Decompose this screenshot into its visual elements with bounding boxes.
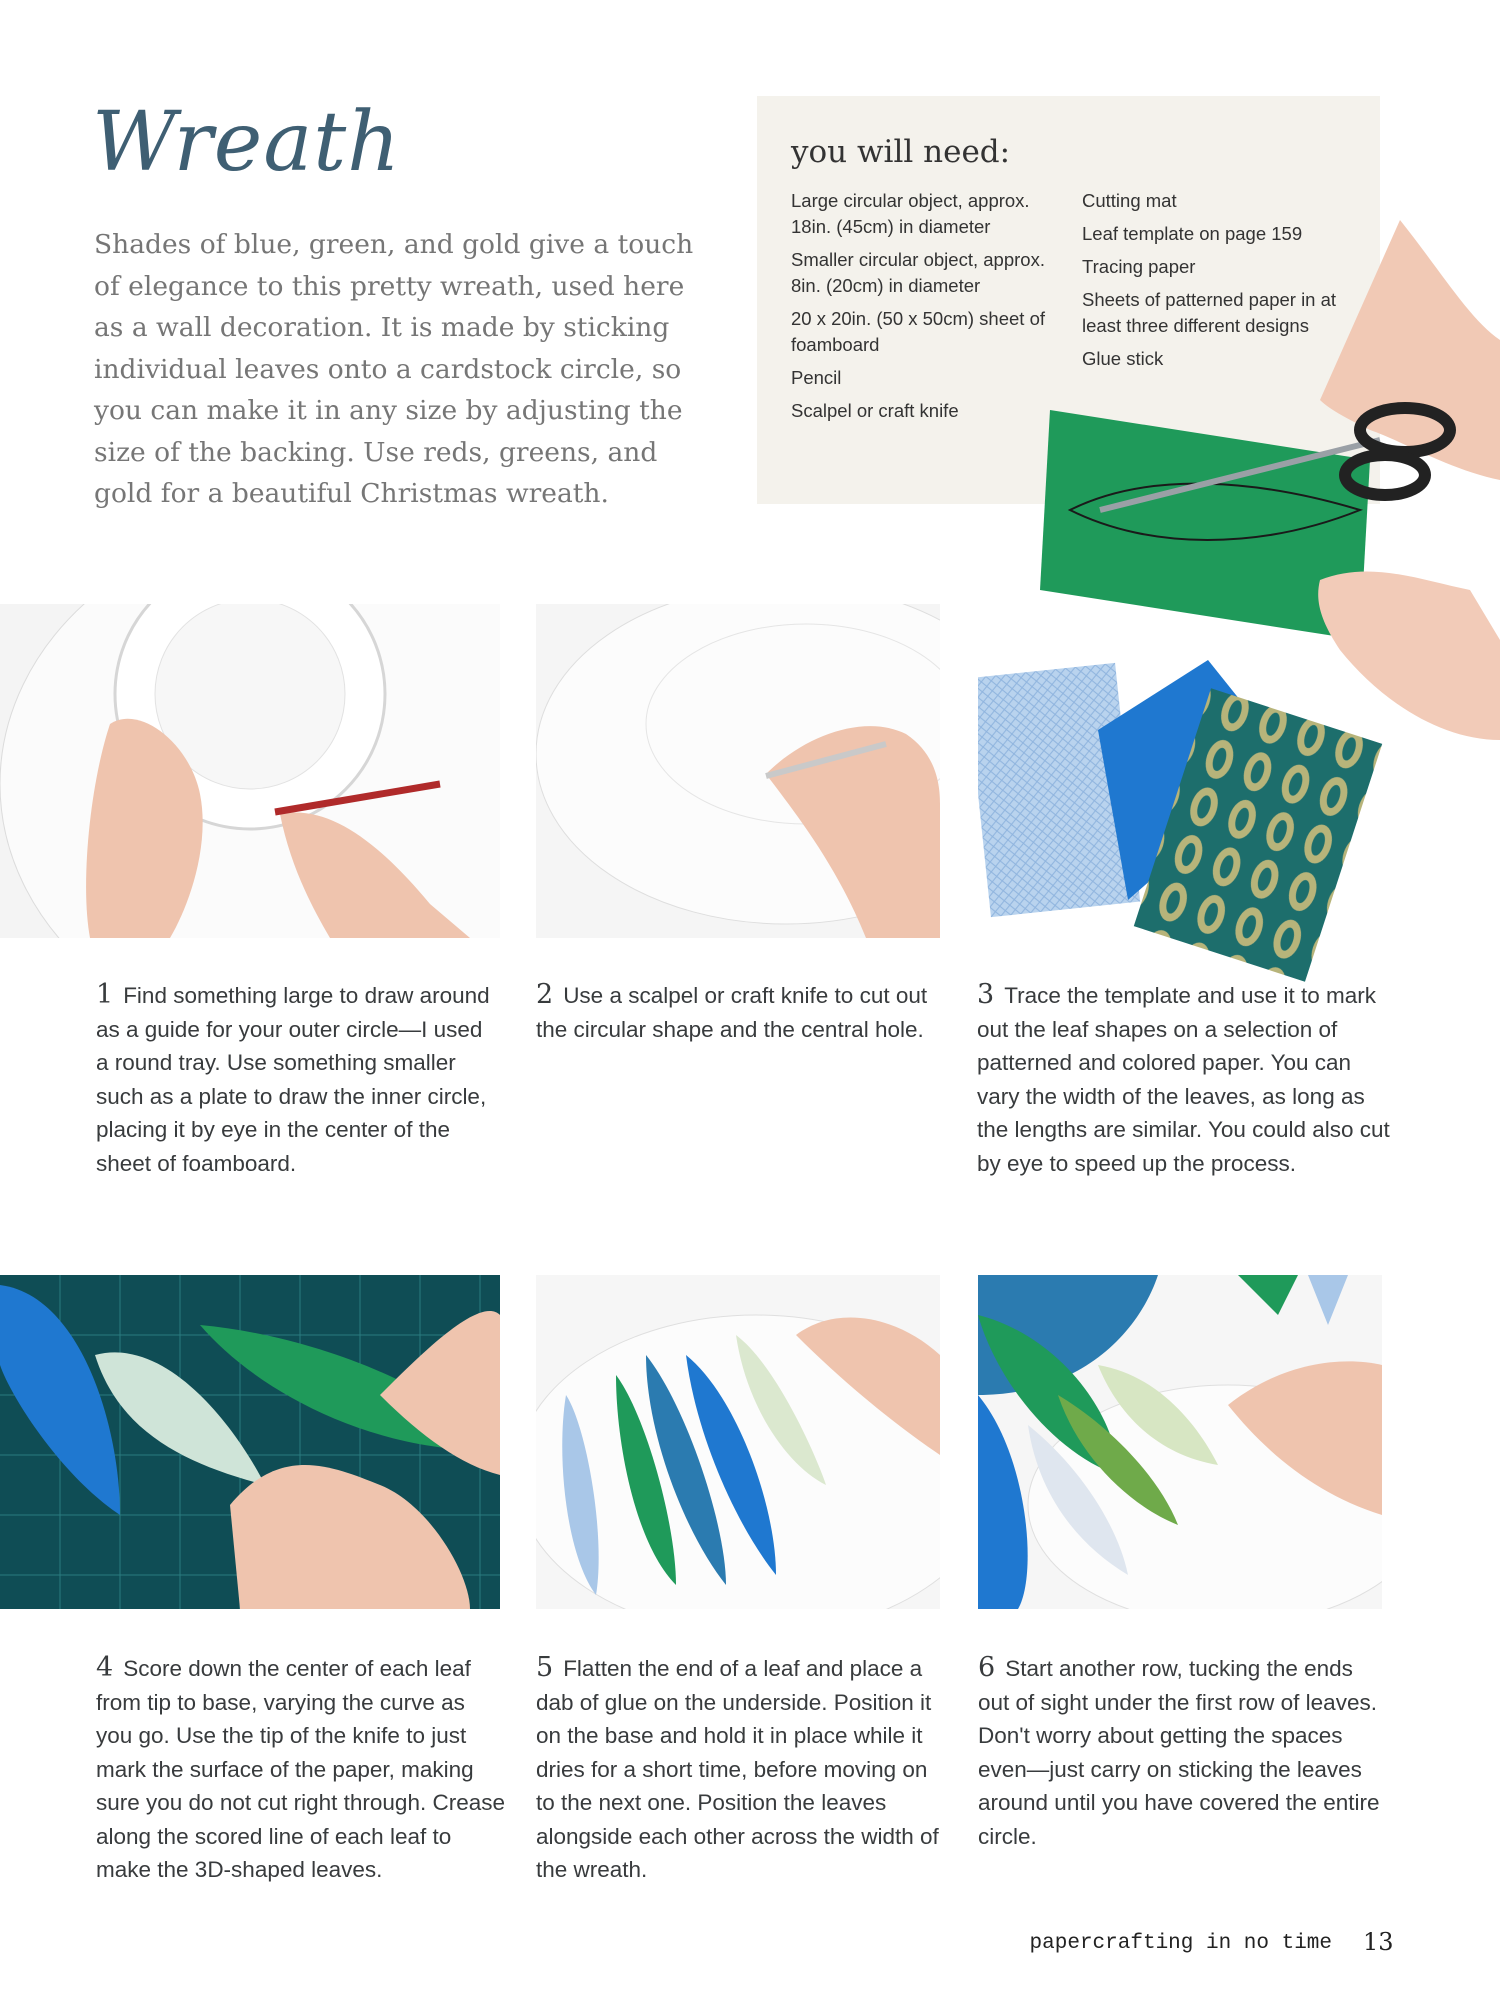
material-item: Cutting mat [1082,190,1177,211]
material-item: Glue stick [1082,348,1164,369]
material-item: Tracing paper [1082,256,1196,277]
step-5-text [536,1651,946,1887]
materials-column-1 [791,188,1056,431]
step-1-text [96,978,496,1180]
material-item: Sheets of patterned paper in at least three different designs [1082,289,1337,336]
step-description: Trace the template and use it to mark out the leaf shapes on a selection of patterned and colored paper. You can vary the width of the leaves, as long as the lengths are similar. You could also cut by eye to speed up the process. [977,983,1390,1176]
step-number: 6 [978,1652,996,1683]
material-item: Smaller circular object, approx. 8in. (20cm) in diameter [791,249,1045,296]
material-item: Pencil [791,367,842,388]
step-2-photo [536,604,940,938]
page-title: Wreath [92,95,401,190]
step-3-photo [978,650,1388,990]
step-number: 2 [536,979,554,1010]
intro-paragraph: Shades of blue, green, and gold give a touch of elegance to this pretty wreath, used here as a wall decoration. It is made by sticking individual leaves onto a cardstock circle, so you can make it in any size by adjusting the size of the backing. Use reds, greens, and gold for a beautiful Christmas wreath. [94,229,694,509]
step-description: Use a scalpel or craft knife to cut out the circular shape and the central hole. [536,983,928,1042]
you-will-need-heading: you will need: [791,134,1011,170]
step-number: 3 [977,979,995,1010]
step-description: Score down the center of each leaf from tip to base, varying the curve as you go. Use the tip of the knife to just mark the surface of the paper, making sure you do not cut right through. Crease along the scored line of each leaf to make the 3D-shaped leaves. [96,1656,505,1882]
material-item: Leaf template on page 159 [1082,223,1303,244]
step-1-photo [0,604,500,938]
step-2-text [536,978,936,1046]
material-item: 20 x 20in. (50 x 50cm) sheet of foamboard [791,308,1045,355]
material-item: Large circular object, approx. 18in. (45cm) in diameter [791,190,1030,237]
step-description: Start another row, tucking the ends out of sight under the first row of leaves. Don't worry about getting the spaces even—just carry on sticking the leaves around until you have covered the entire circle. [978,1656,1380,1849]
step-number: 4 [96,1652,114,1683]
step-6-photo [978,1275,1382,1609]
step-4-photo [0,1275,500,1609]
step-number: 1 [96,979,114,1010]
page-number: 13 [1363,1928,1394,1956]
material-item: Scalpel or craft knife [791,400,959,421]
step-4-text [96,1651,506,1887]
step-number: 5 [536,1652,554,1683]
book-title-footer: papercrafting in no time [1029,1932,1332,1955]
step-description: Flatten the end of a leaf and place a dab of glue on the underside. Position it on the base and hold it in place while it dries for a short time, before moving on to the next one. Position the leaves alongside each other across the width of the wreath. [536,1656,939,1882]
step-6-text [978,1651,1388,1853]
step-3-text [977,978,1392,1180]
step-description: Find something large to draw around as a guide for your outer circle—I used a round tray. Use something smaller such as a plate to draw the inner circle, placing it by eye in the center of the sheet of foamboard. [96,983,490,1176]
step-5-photo [536,1275,940,1609]
